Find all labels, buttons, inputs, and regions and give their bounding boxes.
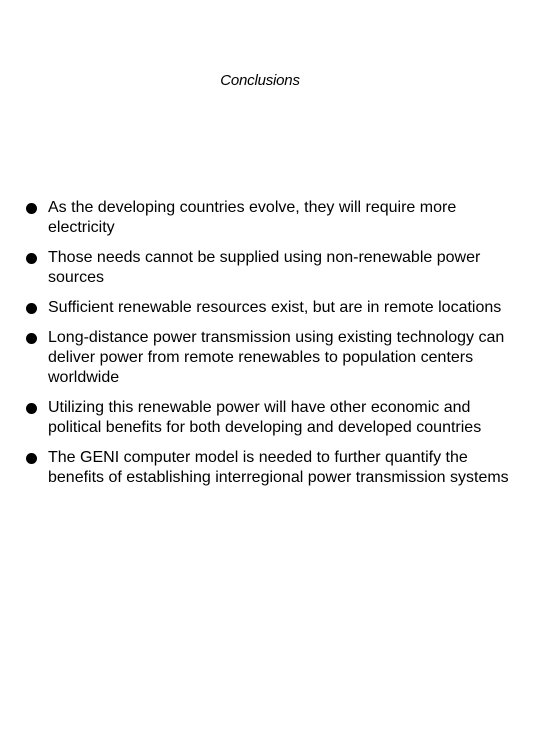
bullet-dot-icon (26, 253, 37, 264)
bullet-item (26, 328, 526, 388)
bullet-list (26, 198, 526, 498)
bullet-dot-icon (26, 403, 37, 414)
bullet-text: Sufficient renewable resources exist, but are in remote locations (48, 299, 502, 316)
bullet-text: As the developing countries evolve, they will require more electricity (48, 199, 457, 236)
bullet-text: Utilizing this renewable power will have other economic and political benefits for both developing and developed countries (48, 399, 482, 436)
bullet-text: The GENI computer model is needed to further quantify the benefits of establishing interregional power transmission systems (48, 449, 509, 486)
bullet-item (26, 298, 526, 318)
bullet-item (26, 448, 526, 488)
slide-title: Conclusions (220, 72, 300, 89)
bullet-item (26, 248, 526, 288)
bullet-dot-icon (26, 453, 37, 464)
bullet-dot-icon (26, 203, 37, 214)
bullet-item (26, 398, 526, 438)
bullet-item (26, 198, 526, 238)
bullet-dot-icon (26, 333, 37, 344)
bullet-text: Long-distance power transmission using existing technology can deliver power from remote renewables to population centers worldwide (48, 329, 505, 386)
bullet-dot-icon (26, 303, 37, 314)
bullet-text: Those needs cannot be supplied using non-renewable power sources (48, 249, 481, 286)
